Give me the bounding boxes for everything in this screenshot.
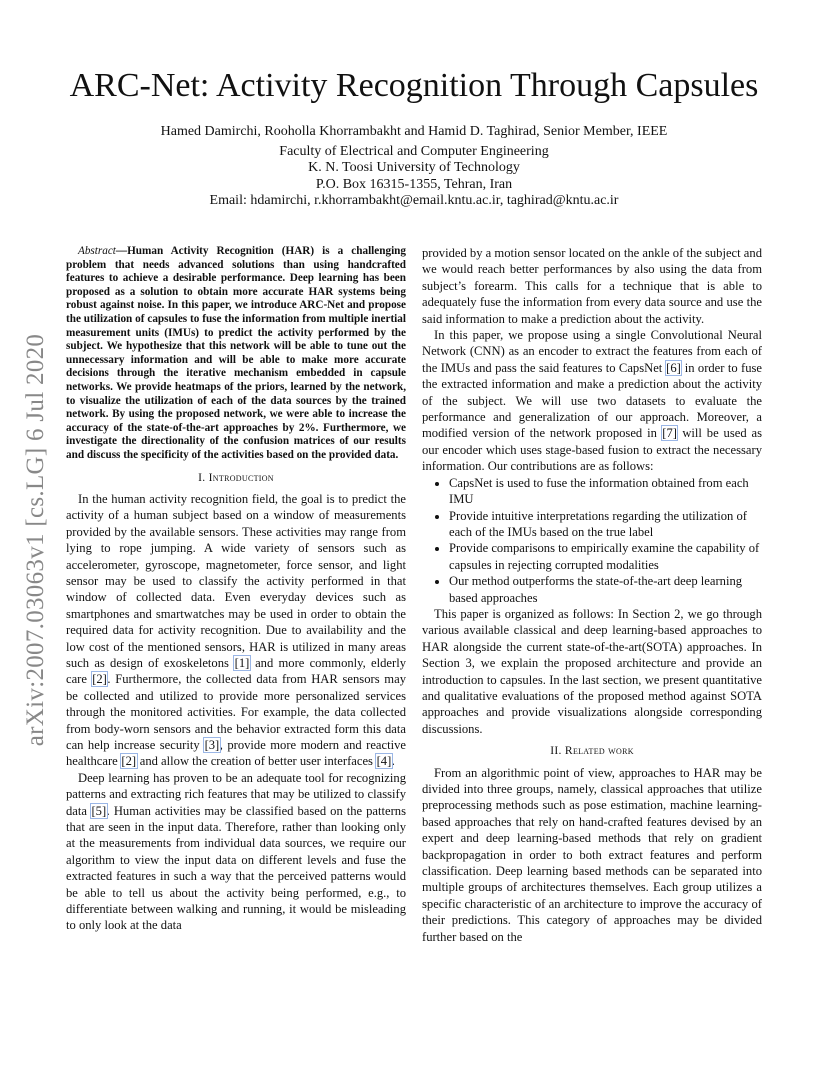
intro-paragraph: Deep learning has proven to be an adequate tool for recognizing patterns and extracting rich features that may be utilized to classify data [5]. Human activities may be classified based on the patterns that are seen in the input data. Therefore, rather than looking only at the measurements from individual data sources, we require our algorithm to view the input data on different levels and fuse the extracted features in such a way that the perceived patterns would be able to tell us about the activity being performed, e.g., to differentiate between walking and running, it would be misleading to only look at the data xyxy=(66,770,407,933)
contribution-list xyxy=(422,475,762,606)
affiliation-line: K. N. Toosi University of Technology xyxy=(308,160,520,175)
abstract-label: Abstract xyxy=(78,245,116,257)
citation-link[interactable]: [6] xyxy=(666,360,681,375)
list-item: • Our method outperforms the state-of-the-art deep learning based approaches xyxy=(449,573,762,606)
author-names: Hamed Damirchi, Rooholla Khorrambakht and Hamid D. Taghirad, Senior Member, IEEE xyxy=(160,124,668,139)
email-line: Email: hdamirchi, r.khorrambakht@email.kntu.ac.ir, taghirad@kntu.ac.ir xyxy=(209,193,619,208)
affiliation-line: Faculty of Electrical and Computer Engineering xyxy=(279,143,549,159)
intro-paragraph: This paper is organized as follows: In Section 2, we go through various available classical and deep learning-based approaches to HAR alongside the current state-of-the-art(SOTA) approaches. In Section 3, we explain the proposed architecture and provide an introduction to capsules. In the last section, we present quantitative and qualitative evaluations of the proposed method against SOTA approaches and provide visualizations alongside corresponding discussions. xyxy=(422,606,762,736)
paper-title: ARC-Net: Activity Recognition Through Capsules xyxy=(69,67,759,104)
citation-link[interactable]: [1] xyxy=(234,655,250,670)
arxiv-identifier: arXiv:2007.03063v1 [cs.LG] 6 Jul 2020 xyxy=(22,333,49,747)
related-paragraph: From an algorithmic point of view, approaches to HAR may be divided into three groups, namely, classical approaches that utilize preprocessing methods such as pose estimation, machine learning-based approaches that rely on hand-crafted features devised by an expert and deep learning-based methods that rely on gradient backpropagation in order to both extract features and perform classification. Deep learning based methods can be separated into multiple groups of architectures themselves. Each group utilizes a specific characteristic of an architecture to improve the accuracy of their predictions. This category of approaches may be divided further based on the xyxy=(422,765,762,944)
list-item: • Provide comparisons to empirically examine the capability of capsules in rejecting corrupted modalities xyxy=(449,540,762,573)
citation-link[interactable]: [4] xyxy=(376,754,392,769)
citation-link[interactable]: [7] xyxy=(662,426,677,441)
author-block xyxy=(0,124,828,210)
list-item: • CapsNet is used to fuse the information obtained from each IMU xyxy=(449,475,762,508)
citation-link[interactable]: [3] xyxy=(204,738,220,752)
abstract: Abstract—Human Activity Recognition (HAR) is a challenging problem that needs advanced solutions than using handcrafted features to achieve a desirable performance. Deep learning has been proposed as a solution to obtain more accurate HAR systems being robust against noise. In this paper, we introduce ARC-Net and propose the utilization of capsules to fuse the information from multiple inertial measurement units (IMUs) to predict the activity performed by the subject. We hypothesize that this network will be able to tune out the unnecessary information and will be able to make more accurate decisions through the iterative mechanism embedded in capsule networks. We provide heatmaps of the priors, learned by the network, to visualize the utilization of each of the data sources by the trained network. By using the proposed network, we were able to increase the accuracy of the state-of-the-art approaches by 2%. Furthermore, we investigate the directionality of the confusion matrices of our results and discuss the specificity of the activities based on the provided data. xyxy=(66,245,406,461)
left-column xyxy=(66,245,406,934)
intro-paragraph-continued: provided by a motion sensor located on the ankle of the subject and we would reach better performances by also using the data from subject’s forearm. This calls for a technique that is able to adequately fuse the information from every data source and use the said information to make a prediction about the activity. xyxy=(422,246,762,326)
abstract-text: Human Activity Recognition (HAR) is a challenging problem that needs advanced solutions than using handcrafted features to achieve a desirable performance. Deep learning has been proposed as a solution to obtain more accurate HAR systems being robust against noise. In this paper, we introduce ARC-Net and propose the utilization of capsules to fuse the information from multiple inertial measurement units (IMUs) to predict the activity performed by the subject. We hypothesize that this network will be able to tune out the unnecessary information and will be able to make more accurate decisions through the iterative mechanism embedded in capsule networks. We provide heatmaps of the priors, learned by the network, to visualize the utilization of each of the data sources by the trained network. By using the proposed network, we were able to increase the accuracy of the state-of-the-art approaches by 2%. Furthermore, we investigate the directionality of the confusion matrices of our results and discuss the specificity of the activities based on the provided data. xyxy=(66,245,406,461)
citation-link[interactable]: [2] xyxy=(121,754,137,769)
right-column xyxy=(422,245,762,945)
list-item: • Provide intuitive interpretations regarding the utilization of each of the IMUs based on the true label xyxy=(449,508,762,541)
intro-paragraph: In this paper, we propose using a single Convolutional Neural Network (CNN) as an encoder to extract the features from each of the IMUs and pass the said features to CapsNet [6] in order to fuse the extracted information and make a prediction about the activity of the subject. We will use two datasets to evaluate the performance and generalization of our approach. Moreover, a modified version of the network proposed in [7] will be used as our encoder which uses stage-based fusion to extract the necessary information. Our contributions are as follows: xyxy=(422,328,762,474)
intro-paragraph: In the human activity recognition field, the goal is to predict the activity of a human subject based on a window of measurements provided by the available sensors. These activities may range from lying to rope jumping. A wide variety of sensors such as accelerometer, gyroscope, magnetometer, force sensor, and light sensor may be used to classify the activity performed in that window of collected data. Even everyday devices such as smartphones and smartwatches may be used in order to obtain the required data for activity recognition. Due to availability and the low cost of the mentioned sensors, HAR is utilized in many areas such as design of exoskeletons [1] and more commonly, elderly care [2]. Furthermore, the collected data from HAR sensors may be collected and utilized to provide more personalized services through the monitored activities. For example, the data collected from body-worn sensors and the behavior extracted form this data can help increase security [3], provide more modern and reactive healthcare [2] and allow the creation of better user interfaces [4]. xyxy=(66,491,406,769)
citation-link[interactable]: [5] xyxy=(91,803,107,818)
affiliation-line: P.O. Box 16315-1355, Tehran, Iran xyxy=(315,176,513,192)
citation-link[interactable]: [2] xyxy=(92,672,107,687)
section-heading-introduction: I. Introduction xyxy=(198,470,274,484)
section-heading-related-work: II. Related work xyxy=(550,744,634,758)
